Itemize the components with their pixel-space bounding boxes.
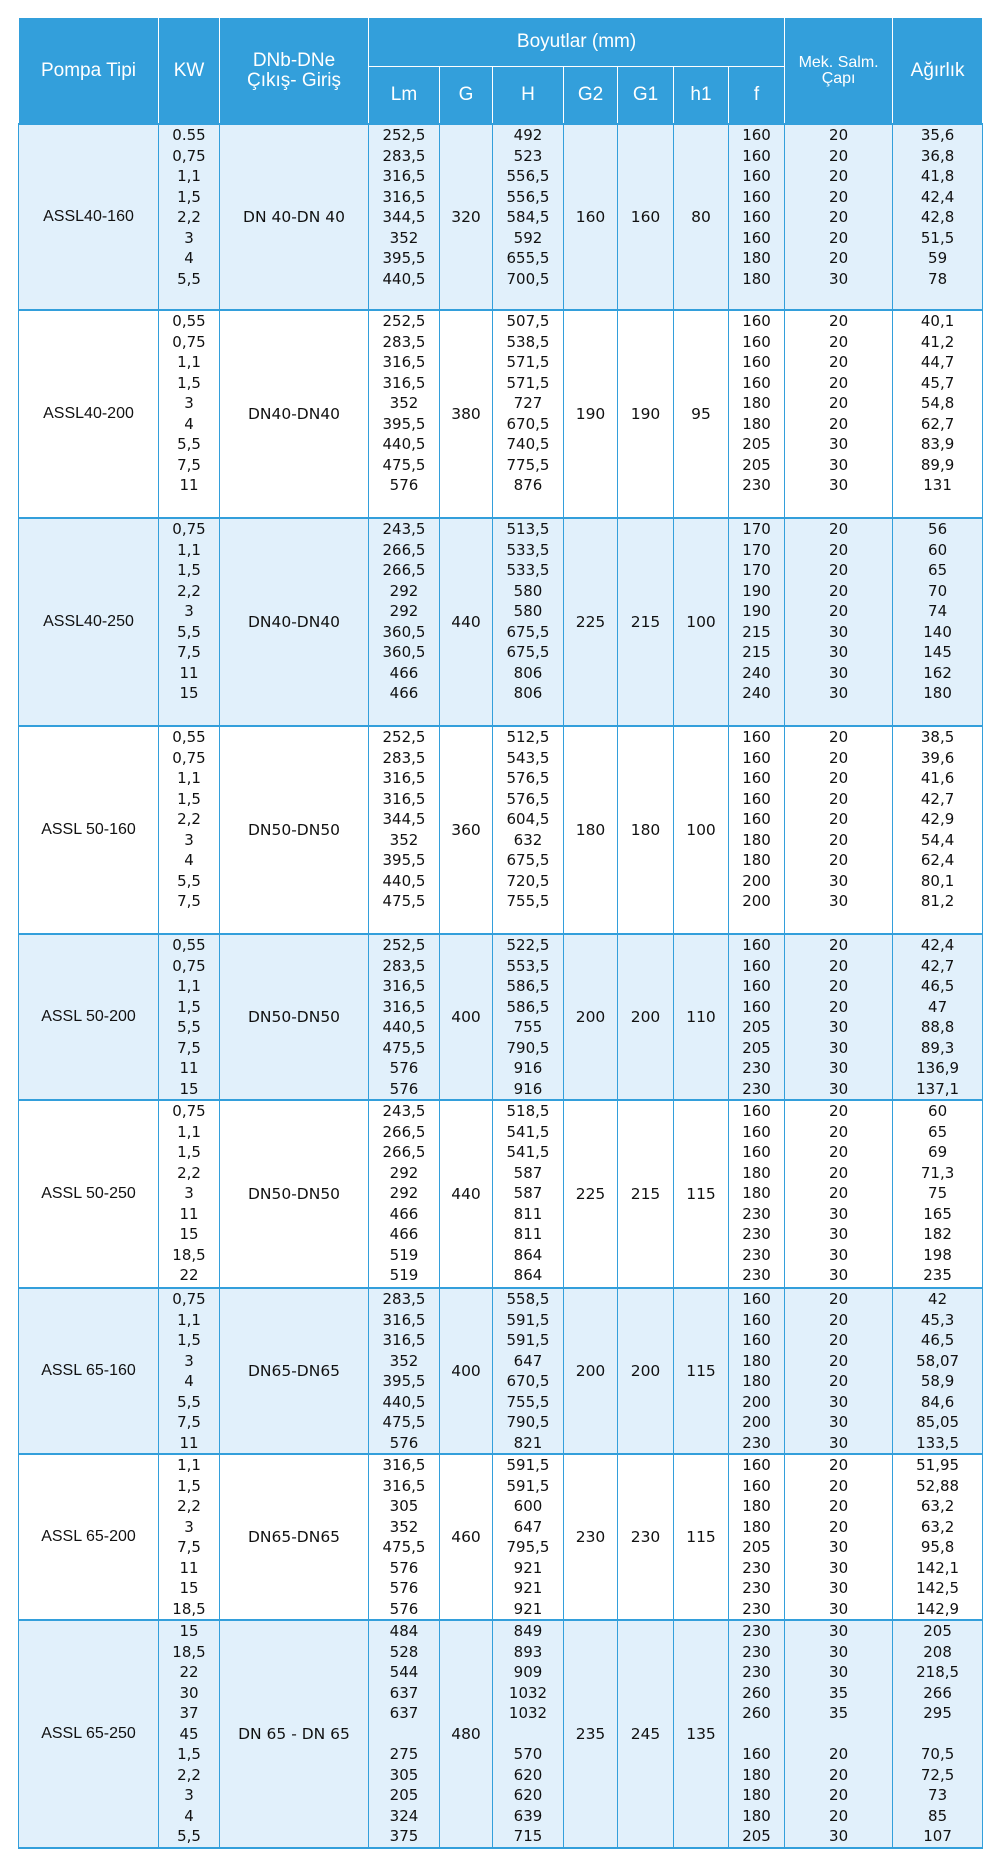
cell-dn: DN40-DN40 [220,518,369,726]
col-header-mek-label: Mek. Salm. Çapı [798,53,879,87]
cell-h-list-values: 558,5 591,5 591,5 647 670,5 755,5 790,5 821 [506,1290,550,1452]
cell-f-list [729,1620,785,1848]
cell-h1: 100 [674,726,729,934]
cell-mek-list [785,1620,893,1848]
cell-mek-list [785,934,893,1100]
cell-lm-list-values: 316,5 316,5 305 352 475,5 576 576 576 [382,1456,426,1618]
cell-mek-list-values: 20 20 20 20 20 20 20 30 [829,126,849,288]
cell-agirlik-list [893,1620,983,1848]
cell-lm-list-values: 243,5 266,5 266,5 292 292 466 466 519 519 [382,1102,426,1284]
cell-f-list [729,1288,785,1454]
cell-g1: 200 [618,1288,674,1454]
cell-h-list-values: 513,5 533,5 533,5 580 580 675,5 675,5 806 806 [506,520,550,702]
cell-agirlik-list [893,1288,983,1454]
cell-lm-list-values: 252,5 283,5 316,5 316,5 344,5 352 395,5 440,5 [382,126,426,288]
cell-mek-list-values: 20 20 20 20 20 30 30 30 30 [829,520,849,702]
cell-kw-list-values: 15 18,5 22 30 37 45 1,5 2,2 3 4 5,5 [172,1622,206,1845]
cell-g: 400 [440,934,493,1100]
cell-agirlik-list [893,934,983,1100]
cell-kw-list-values: 0,75 1,1 1,5 2,2 3 5,5 7,5 11 15 [172,520,206,702]
cell-dn: DN40-DN40 [220,310,369,518]
cell-g2: 235 [564,1620,618,1848]
cell-kw-list-values: 0,75 1,1 1,5 2,2 3 11 15 18,5 22 [172,1102,206,1284]
cell-agirlik-list [893,1100,983,1288]
table-row [19,1288,983,1454]
cell-g1: 215 [618,518,674,726]
cell-lm-list [369,310,440,518]
cell-kw-list [159,1100,220,1288]
cell-g2: 230 [564,1454,618,1620]
cell-g1: 215 [618,1100,674,1288]
cell-mek-list [785,310,893,518]
cell-agirlik-list-values: 60 65 69 71,3 75 165 182 198 235 [920,1102,955,1284]
pump-dimension-table [18,17,983,1849]
col-header-g: G [440,67,493,125]
cell-agirlik-list [893,124,983,310]
cell-lm-list-values: 243,5 266,5 266,5 292 292 360,5 360,5 466 466 [382,520,426,702]
cell-mek-list [785,1288,893,1454]
cell-lm-list [369,1454,440,1620]
cell-agirlik-list-values: 38,5 39,6 41,6 42,7 42,9 54,4 62,4 80,1 81,2 [920,728,955,910]
cell-mek-list [785,1454,893,1620]
cell-kw-list [159,310,220,518]
col-header-f: f [729,67,785,125]
cell-f-list [729,310,785,518]
cell-mek-list-values: 20 20 20 20 30 30 30 30 [829,936,849,1098]
cell-dn: DN65-DN65 [220,1454,369,1620]
cell-agirlik-list [893,518,983,726]
cell-g1: 200 [618,934,674,1100]
cell-h-list [493,1100,564,1288]
cell-lm-list [369,518,440,726]
cell-kw-list [159,1288,220,1454]
cell-g: 460 [440,1454,493,1620]
cell-g1: 245 [618,1620,674,1848]
cell-kw-list-values: 0,55 0,75 1,1 1,5 3 4 5,5 7,5 11 [172,312,206,494]
col-header-g1: G1 [618,67,674,125]
col-header-h1: h1 [674,67,729,125]
cell-h1: 115 [674,1288,729,1454]
cell-f-list-values: 160 160 160 160 160 160 180 180 [742,126,771,288]
cell-g: 360 [440,726,493,934]
cell-h1: 115 [674,1454,729,1620]
cell-g: 380 [440,310,493,518]
cell-mek-list-values: 30 30 30 35 35 20 20 20 20 30 [829,1622,849,1845]
cell-lm-list [369,1288,440,1454]
cell-g2: 225 [564,518,618,726]
cell-kw-list-values: 0,55 0,75 1,1 1,5 2,2 3 4 5,5 7,5 [172,728,206,910]
cell-dn: DN50-DN50 [220,934,369,1100]
table-row [19,310,983,518]
cell-g2: 180 [564,726,618,934]
cell-agirlik-list-values: 35,6 36,8 41,8 42,4 42,8 51,5 59 78 [920,126,955,288]
cell-f-list [729,934,785,1100]
cell-h-list-values: 522,5 553,5 586,5 586,5 755 790,5 916 916 [506,936,550,1098]
cell-g2: 225 [564,1100,618,1288]
cell-f-list-values: 170 170 170 190 190 215 215 240 240 [742,520,771,702]
cell-lm-list [369,1620,440,1848]
cell-h-list-values: 849 893 909 1032 1032 570 620 620 639 715 [508,1622,548,1845]
cell-h-list [493,518,564,726]
cell-mek-list [785,124,893,310]
col-header-h: H [493,67,564,125]
col-header-g2: G2 [564,67,618,125]
cell-lm-list [369,934,440,1100]
cell-h-list-values: 591,5 591,5 600 647 795,5 921 921 921 [506,1456,550,1618]
cell-f-list [729,518,785,726]
cell-pompa-tipi: ASSL 65-200 [19,1454,159,1620]
cell-h-list-values: 507,5 538,5 571,5 571,5 727 670,5 740,5 775,5 876 [506,312,550,494]
cell-g1: 160 [618,124,674,310]
cell-lm-list-values: 252,5 283,5 316,5 316,5 352 395,5 440,5 475,5 576 [382,312,426,494]
cell-pompa-tipi: ASSL40-160 [19,124,159,310]
cell-pompa-tipi: ASSL40-200 [19,310,159,518]
col-header-mek [785,18,893,125]
cell-mek-list-values: 20 20 20 20 20 20 20 30 30 [829,728,849,910]
cell-lm-list-values: 252,5 283,5 316,5 316,5 344,5 352 395,5 440,5 475,5 [382,728,426,910]
cell-agirlik-list-values: 51,95 52,88 63,2 63,2 95,8 142,1 142,5 142,9 [916,1456,960,1618]
col-header-pompa-tipi: Pompa Tipi [19,18,159,125]
cell-mek-list-values: 20 20 20 20 20 20 30 30 30 [829,312,849,494]
cell-agirlik-list [893,726,983,934]
cell-kw-list [159,934,220,1100]
pump-dimension-table-container [18,17,982,1849]
table-header [19,18,983,125]
cell-g: 320 [440,124,493,310]
cell-h-list [493,726,564,934]
cell-f-list-values: 160 160 160 160 180 180 205 205 230 [742,312,771,494]
cell-h1: 110 [674,934,729,1100]
cell-g: 440 [440,518,493,726]
cell-agirlik-list [893,310,983,518]
cell-agirlik-list-values: 56 60 65 70 74 140 145 162 180 [923,520,952,702]
col-header-kw: KW [159,18,220,125]
cell-mek-list [785,726,893,934]
cell-mek-list-values: 20 20 20 20 20 30 30 30 30 [829,1102,849,1284]
cell-agirlik-list-values: 42 45,3 46,5 58,07 58,9 84,6 85,05 133,5 [916,1290,960,1452]
cell-g2: 200 [564,1288,618,1454]
cell-kw-list [159,518,220,726]
cell-g: 440 [440,1100,493,1288]
cell-f-list-values: 160 160 180 180 205 230 230 230 [742,1456,771,1618]
cell-lm-list [369,1100,440,1288]
cell-agirlik-list-values: 205 208 218,5 266 295 70,5 72,5 73 85 107 [916,1622,960,1845]
cell-mek-list-values: 20 20 20 20 30 30 30 30 [829,1456,849,1618]
cell-agirlik-list [893,1454,983,1620]
cell-lm-list-values: 252,5 283,5 316,5 316,5 440,5 475,5 576 576 [382,936,426,1098]
cell-dn: DN 65 - DN 65 [220,1620,369,1848]
col-header-dn-label: DNb-DNe Çıkış- Giriş [247,49,341,91]
cell-h-list [493,1454,564,1620]
table-body [19,124,983,1848]
cell-f-list [729,726,785,934]
cell-h-list-values: 512,5 543,5 576,5 576,5 604,5 632 675,5 720,5 755,5 [506,728,550,910]
cell-pompa-tipi: ASSL 50-250 [19,1100,159,1288]
cell-kw-list [159,726,220,934]
cell-kw-list [159,1620,220,1848]
cell-h-list [493,1620,564,1848]
cell-kw-list-values: 1,1 1,5 2,2 3 7,5 11 15 18,5 [172,1456,206,1618]
cell-f-list-values: 160 160 160 160 205 205 230 230 [742,936,771,1098]
cell-pompa-tipi: ASSL 50-160 [19,726,159,934]
cell-lm-list-values: 283,5 316,5 316,5 352 395,5 440,5 475,5 576 [382,1290,426,1452]
cell-f-list-values: 160 160 160 160 160 180 180 200 200 [742,728,771,910]
cell-lm-list [369,726,440,934]
cell-lm-list [369,124,440,310]
col-header-agirlik: Ağırlık [893,18,983,125]
cell-h-list [493,1288,564,1454]
cell-pompa-tipi: ASSL 65-160 [19,1288,159,1454]
cell-h-list-values: 518,5 541,5 541,5 587 587 811 811 864 864 [506,1102,550,1284]
cell-pompa-tipi: ASSL 50-200 [19,934,159,1100]
cell-mek-list [785,518,893,726]
cell-f-list [729,124,785,310]
cell-kw-list [159,1454,220,1620]
table-row [19,1100,983,1288]
cell-mek-list [785,1100,893,1288]
cell-agirlik-list-values: 40,1 41,2 44,7 45,7 54,8 62,7 83,9 89,9 131 [920,312,955,494]
cell-g: 480 [440,1620,493,1848]
table-row [19,518,983,726]
col-header-dn [220,18,369,125]
cell-pompa-tipi: ASSL 65-250 [19,1620,159,1848]
cell-dn: DN50-DN50 [220,726,369,934]
cell-kw-list-values: 0,75 1,1 1,5 3 4 5,5 7,5 11 [172,1290,206,1452]
table-row [19,1454,983,1620]
cell-f-list [729,1100,785,1288]
cell-f-list [729,1454,785,1620]
cell-g2: 160 [564,124,618,310]
cell-g1: 230 [618,1454,674,1620]
cell-g1: 190 [618,310,674,518]
cell-kw-list-values: 0.55 0,75 1,1 1,5 2,2 3 4 5,5 [172,126,206,288]
table-row [19,726,983,934]
cell-kw-list [159,124,220,310]
col-header-lm: Lm [369,67,440,125]
cell-h-list [493,124,564,310]
cell-kw-list-values: 0,55 0,75 1,1 1,5 5,5 7,5 11 15 [172,936,206,1098]
cell-h1: 115 [674,1100,729,1288]
cell-h-list-values: 492 523 556,5 556,5 584,5 592 655,5 700,5 [506,126,550,288]
cell-pompa-tipi: ASSL40-250 [19,518,159,726]
cell-h1: 80 [674,124,729,310]
cell-h-list [493,934,564,1100]
cell-g2: 200 [564,934,618,1100]
cell-h1: 100 [674,518,729,726]
cell-mek-list-values: 20 20 20 20 20 30 30 30 [829,1290,849,1452]
cell-lm-list-values: 484 528 544 637 637 275 305 205 324 375 [389,1622,419,1845]
cell-g2: 190 [564,310,618,518]
cell-agirlik-list-values: 42,4 42,7 46,5 47 88,8 89,3 136,9 137,1 [916,936,960,1098]
cell-h1: 135 [674,1620,729,1848]
cell-g: 400 [440,1288,493,1454]
cell-dn: DN 40-DN 40 [220,124,369,310]
col-header-boyutlar: Boyutlar (mm) [369,18,785,67]
table-row [19,1620,983,1848]
cell-g1: 180 [618,726,674,934]
cell-h-list [493,310,564,518]
cell-f-list-values: 160 160 160 180 180 200 200 230 [742,1290,771,1452]
table-row [19,934,983,1100]
cell-h1: 95 [674,310,729,518]
cell-f-list-values: 160 160 160 180 180 230 230 230 230 [742,1102,771,1284]
cell-dn: DN65-DN65 [220,1288,369,1454]
cell-f-list-values: 230 230 230 260 260 160 180 180 180 205 [742,1622,771,1845]
cell-dn: DN50-DN50 [220,1100,369,1288]
table-row [19,124,983,310]
